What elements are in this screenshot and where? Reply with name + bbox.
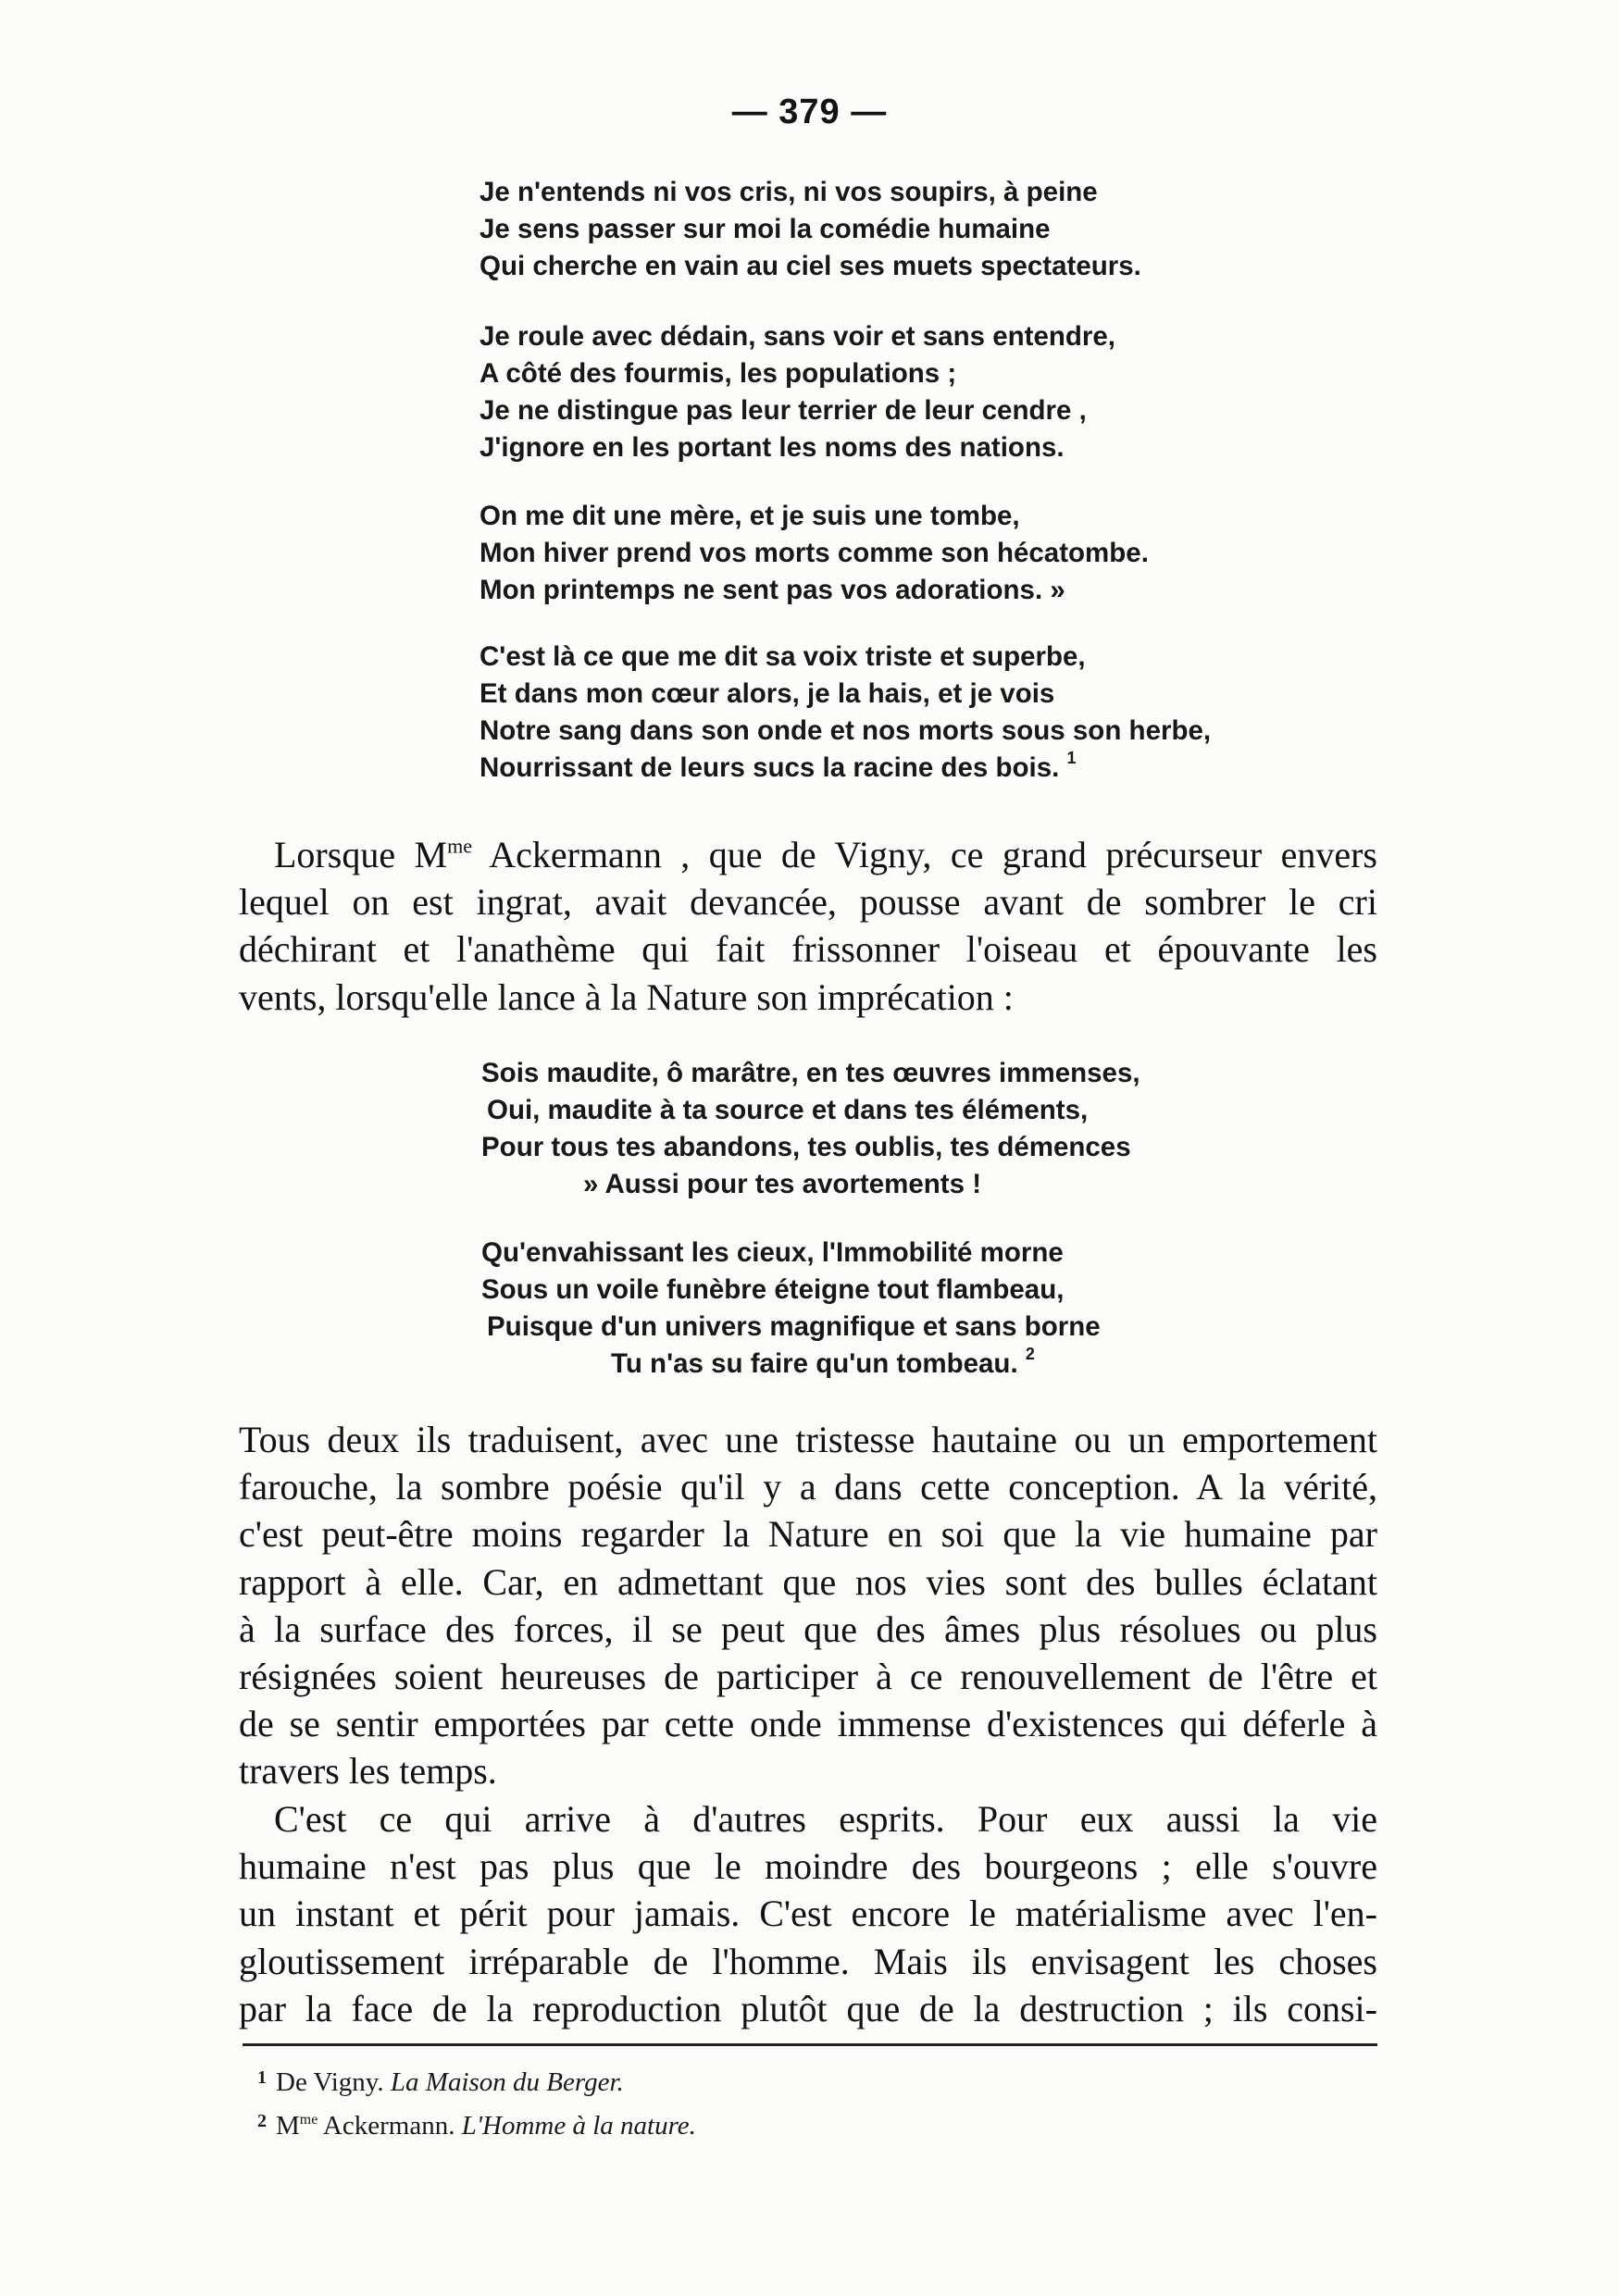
verse-line: Et dans mon cœur alors, je la hais, et je vois xyxy=(479,678,1055,709)
verse-stanza-6 xyxy=(481,1235,1101,1383)
footnote-ref-1: 1 xyxy=(1066,749,1077,767)
title-superscript: me xyxy=(299,2111,318,2128)
footnotes xyxy=(257,2058,696,2145)
verse-line: Oui, maudite à ta source et dans tes éléments, xyxy=(487,1095,1089,1125)
prose-line: lequel on est ingrat, avait devancée, pousse avant de sombrer le cri xyxy=(239,881,1377,924)
prose-line: déchirant et l'anathème qui fait frissonner l'oiseau et épouvante les xyxy=(239,928,1377,971)
verse-line-text: Nourrissant de leurs sucs la racine des bois. xyxy=(479,752,1060,783)
footnote-mark: 1 xyxy=(257,2067,267,2088)
verse-line-with-note xyxy=(481,1346,1101,1383)
verse-line-text: Tu n'as su faire qu'un tombeau. xyxy=(611,1348,1018,1379)
verse-line: Je roule avec dédain, sans voir et sans entendre, xyxy=(479,321,1115,352)
prose-line: résignées soient heureuses de participer à ce renouvellement de l'être et xyxy=(239,1655,1377,1697)
page-number: — 379 — xyxy=(731,93,888,131)
footnote-1 xyxy=(257,2058,696,2102)
prose-line: gloutissement irréparable de l'homme. Mais ils envisagent les choses xyxy=(239,1940,1377,1982)
prose-line: rapport à elle. Car, en admettant que nos vies sont des bulles éclatant xyxy=(239,1560,1377,1603)
verse-line: Sous un voile funèbre éteigne tout flambeau, xyxy=(481,1274,1065,1305)
verse-stanza-4 xyxy=(479,639,1211,787)
prose-line: par la face de la reproduction plutôt que de la destruction ; ils consi- xyxy=(239,1987,1377,2029)
verse-line: » Aussi pour tes avortements ! xyxy=(583,1169,982,1199)
prose-line: farouche, la sombre poésie qu'il y a dans cette conception. A la vérité, xyxy=(239,1466,1377,1508)
verse-stanza-2 xyxy=(479,318,1115,466)
prose-line: c'est peut-être moins regarder la Nature en soi que la vie humaine par xyxy=(239,1513,1377,1556)
verse-line: On me dit une mère, et je suis une tombe, xyxy=(479,501,1020,531)
verse-stanza-1 xyxy=(479,174,1141,285)
verse-line: Sois maudite, ô marâtre, en tes œuvres immenses, xyxy=(481,1058,1140,1088)
prose-text: Lorsque M xyxy=(274,834,448,875)
verse-line: C'est là ce que me dit sa voix triste et superbe, xyxy=(479,641,1086,672)
footnote-mark: 2 xyxy=(257,2111,267,2131)
prose-line: un instant et périt pour jamais. C'est encore le matérialisme avec l'en- xyxy=(239,1893,1377,1935)
prose-line: à la surface des forces, il se peut que des âmes plus résolues ou plus xyxy=(239,1607,1377,1650)
verse-line: Puisque d'un univers magnifique et sans borne xyxy=(487,1311,1101,1342)
prose-line: Tous deux ils traduisent, avec une tristesse hautaine ou un emportement xyxy=(239,1419,1377,1460)
verse-line: A côté des fourmis, les populations ; xyxy=(479,358,957,389)
verse-line: Qui cherche en vain au ciel ses muets spectateurs. xyxy=(479,251,1141,281)
verse-line: Je sens passer sur moi la comédie humaine xyxy=(479,214,1051,244)
footnote-divider xyxy=(243,2043,1377,2046)
verse-line-with-note xyxy=(479,750,1211,787)
verse-stanza-5 xyxy=(481,1055,1140,1203)
verse-line: Je n'entends ni vos cris, ni vos soupirs, à peine xyxy=(479,177,1098,207)
verse-line: Notre sang dans son onde et nos morts sous son herbe, xyxy=(479,715,1212,746)
prose-line: vents, lorsqu'elle lance à la Nature son imprécation : xyxy=(239,975,1014,1018)
paragraph-3 xyxy=(239,1795,1377,2032)
prose-line: C'est ce qui arrive à d'autres esprits. Pour eux aussi la vie xyxy=(274,1798,1377,1840)
prose-line: de se sentir emportées par cette onde immense d'existences qui déferle à xyxy=(239,1703,1377,1745)
title-superscript: me xyxy=(447,834,472,858)
paragraph-2 xyxy=(239,1416,1377,1795)
verse-line: Mon printemps ne sent pas vos adorations. » xyxy=(479,575,1065,605)
prose-line: travers les temps. xyxy=(239,1750,497,1793)
verse-line: Pour tous tes abandons, tes oublis, tes démences xyxy=(481,1132,1131,1162)
verse-line: J'ignore en les portant les noms des nations. xyxy=(479,432,1065,463)
prose-line xyxy=(239,831,1377,878)
verse-line: Qu'envahissant les cieux, l'Immobilité morne xyxy=(481,1237,1064,1268)
verse-stanza-3 xyxy=(479,498,1149,609)
footnote-ref-2: 2 xyxy=(1025,1345,1035,1363)
verse-line: Mon hiver prend vos morts comme son hécatombe. xyxy=(479,538,1149,568)
paragraph-1 xyxy=(239,831,1377,1021)
prose-line: humaine n'est pas plus que le moindre des bourgeons ; elle s'ouvre xyxy=(239,1845,1377,1888)
footnote-2 xyxy=(257,2102,696,2145)
prose-text: Ackermann , que de Vigny, ce grand précurseur envers xyxy=(471,834,1377,875)
footnote-title: L'Homme à la nature. xyxy=(461,2111,696,2141)
footnote-author: De Vigny. xyxy=(276,2067,384,2097)
footnote-author-rest: Ackermann. xyxy=(318,2111,455,2141)
footnote-title: La Maison du Berger. xyxy=(390,2067,624,2097)
verse-line: Je ne distingue pas leur terrier de leur cendre , xyxy=(479,395,1087,426)
footnote-author: M xyxy=(276,2111,300,2141)
